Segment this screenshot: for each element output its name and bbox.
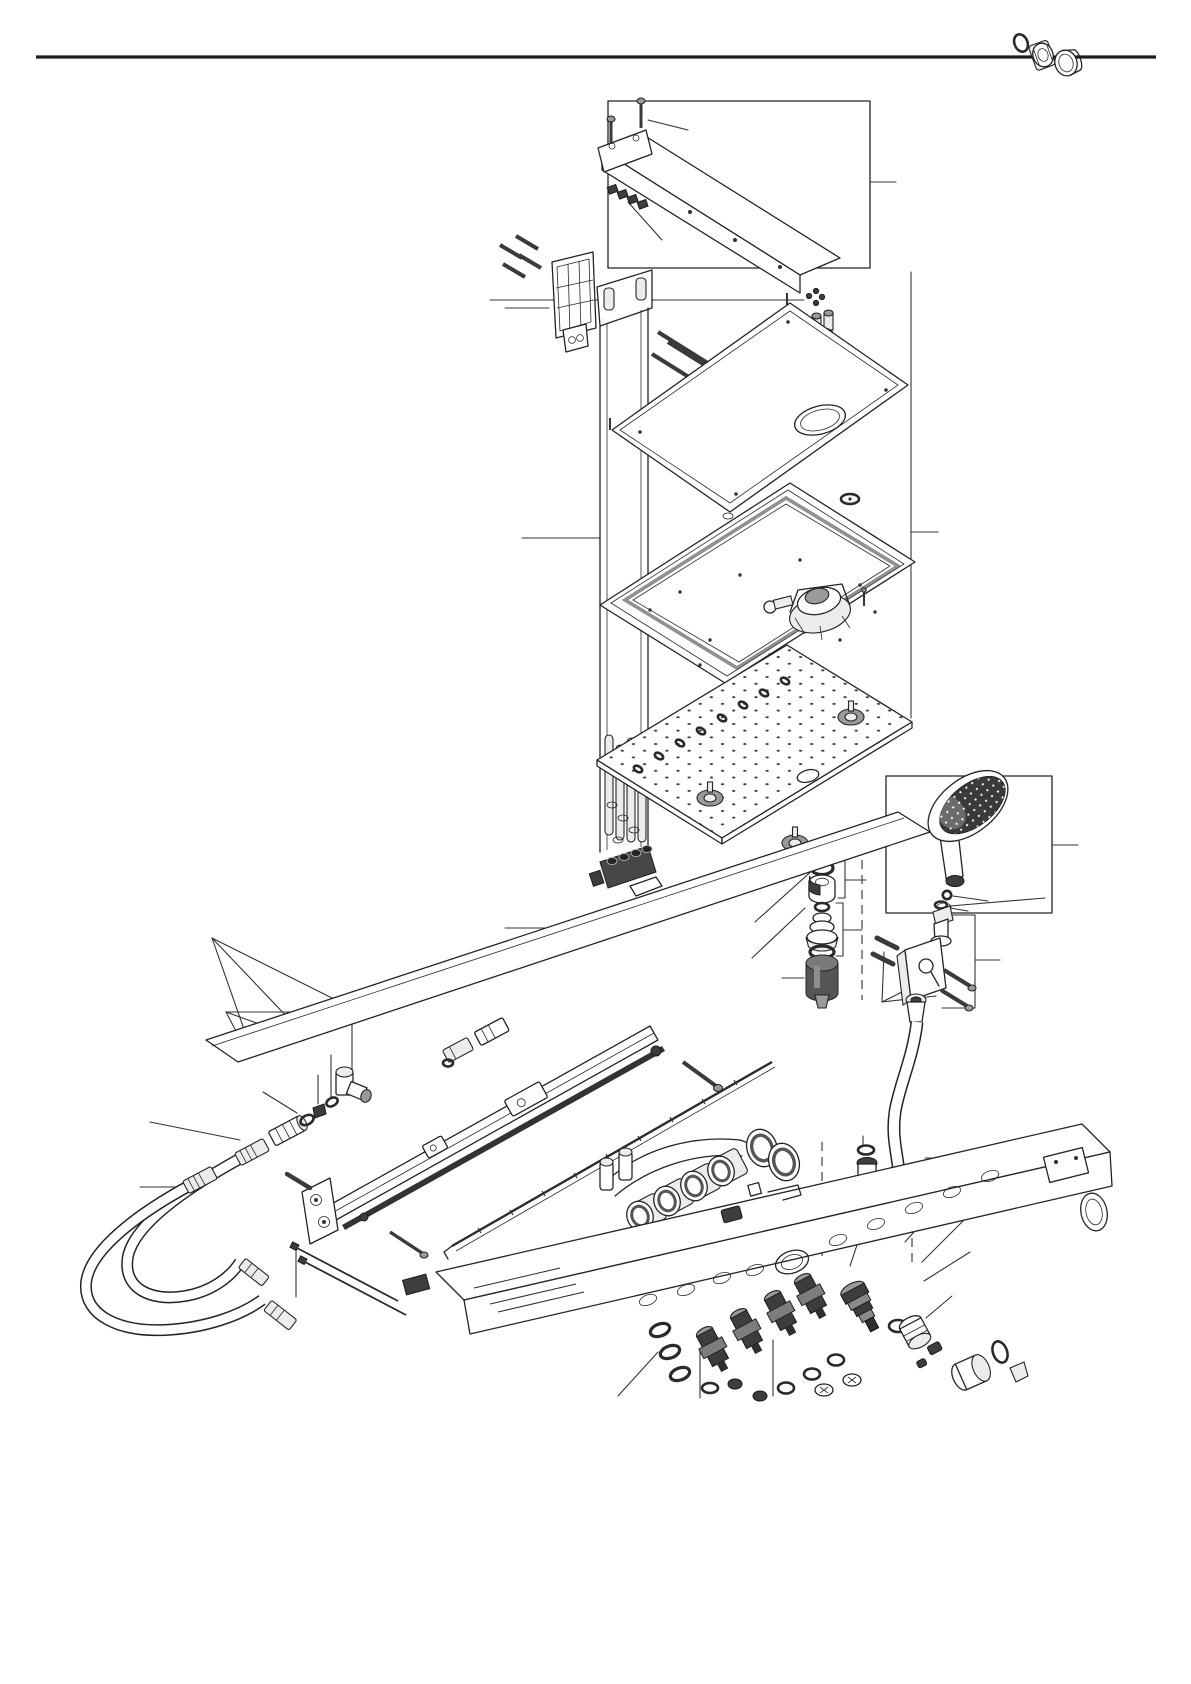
holder-pins (873, 938, 897, 964)
wall-bracket-plate (552, 252, 596, 352)
cover-plate (610, 293, 908, 519)
sealing-cone-set (806, 903, 838, 958)
supply-hoses (86, 1138, 297, 1330)
cover-plate-screws (806, 288, 824, 305)
cable-ties (290, 1242, 406, 1315)
rail-connector-fittings (442, 1017, 509, 1066)
mounting-rail (328, 1026, 665, 1230)
elbow-fitting (336, 1067, 373, 1104)
holder-screws (941, 970, 976, 1011)
function-unit-frame (600, 483, 915, 683)
check-valve (806, 955, 838, 1008)
trim-sleeve (948, 1352, 994, 1393)
thermostat-cartridge (838, 1278, 907, 1336)
locating-pin (287, 1174, 310, 1188)
stop-sleeve (897, 1312, 933, 1352)
trim-rings (990, 1339, 1028, 1382)
shower-hose (894, 994, 926, 1184)
diverter-cartridge-set (649, 1269, 861, 1401)
frame-small-screw (862, 588, 866, 606)
threaded-studs (500, 236, 541, 277)
